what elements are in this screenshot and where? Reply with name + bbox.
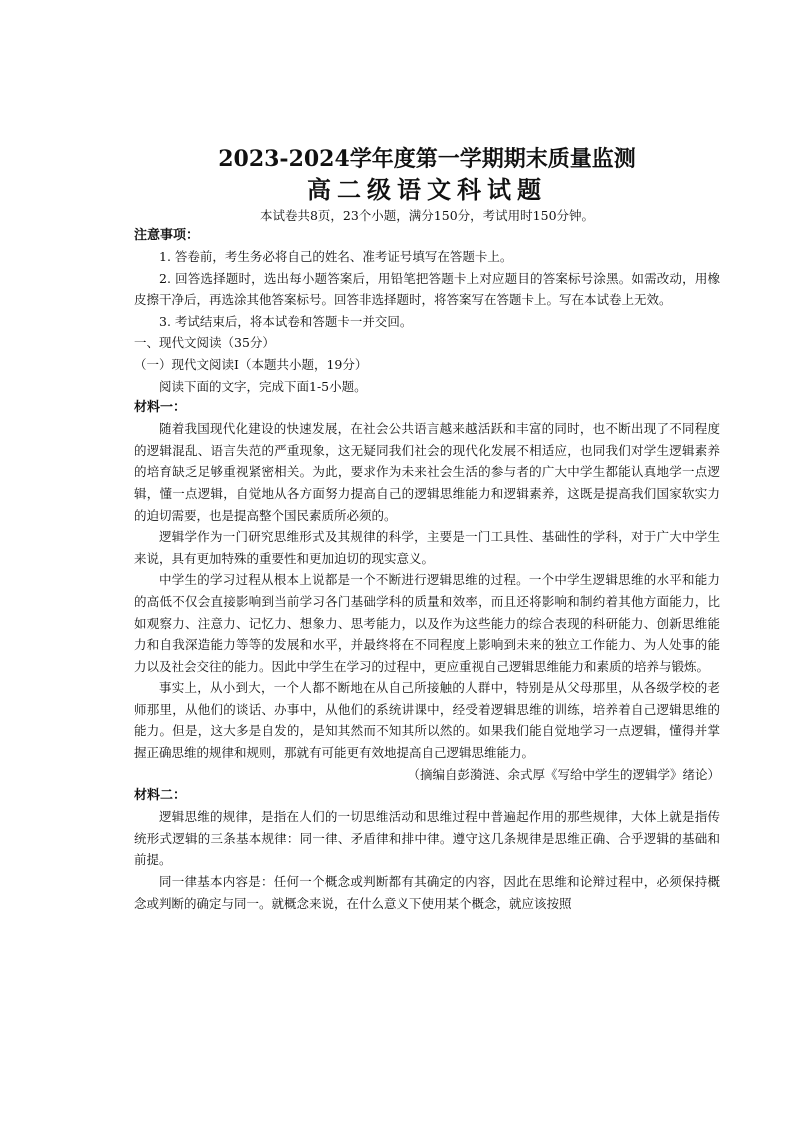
- notice-item: 3. 考试结束后，将本试卷和答题卡一并交回。: [159, 313, 413, 329]
- subsection-heading: （一）现代文阅读Ⅰ（本题共小题，19分）: [134, 356, 368, 372]
- notice-label: 注意事项：: [134, 228, 200, 243]
- material-one-paragraph: 逻辑学作为一门研究思维形式及其规律的科学，主要是一门工具性、基础性的学科，对于广大中学生来说，具有更加特殊的重要性和更加迫切的现实意义。: [134, 529, 720, 566]
- material-one-paragraph: 事实上，从小到大，一个人都不断地在从自己所接触的人群中，特别是从父母那里，从各级学校的老师那里，从他们的谈话、办事中，从他们的系统讲课中，经受着逻辑思维的训练，培养着自己逻辑思维的能力。但是，这大多是自发的，是知其然而不知其所以然的。如果我们能自觉地学习一点逻辑，懂得并掌握正确思维的规律和规则，那就有可能更有效地提高自己逻辑思维能力。: [134, 680, 720, 761]
- material-one-source: （摘编自彭漪涟、余式厚《写给中学生的逻辑学》绪论）: [407, 766, 720, 782]
- notice-item: 2. 回答选择题时，选出每小题答案后，用铅笔把答题卡上对应题目的答案标号涂黑。如需改动，用橡皮擦干净后，再选涂其他答案标号。回答非选择题时，将答案写在答题卡上。写在本试卷上无效。: [134, 270, 720, 308]
- notice-item: 1. 答卷前，考生务必将自己的姓名、准考证号填写在答题卡上。: [159, 249, 513, 264]
- material-one-label: 材料一：: [134, 400, 187, 416]
- exam-subtitle: 高二级语文科试题: [307, 175, 547, 204]
- material-one-paragraph: 随着我国现代化建设的快速发展，在社会公共语言越来越活跃和丰富的同时，也不断出现了不同程度的逻辑混乱、语言失范的严重现象，这无疑同我们社会的现代化发展不相适应，也同我们对学生逻辑素养的培育缺乏足够重视紧密相关。为此，要求作为未来社会生活的参与者的广大中学生都能认真地学一点逻辑，懂一点逻辑，自觉地从各方面努力提高自己的逻辑思维能力和逻辑素养，这既是提高我们国家软实力的迫切需要，也是提高整个国民素质所必须的。: [134, 421, 720, 523]
- material-one-paragraph: 中学生的学习过程从根本上说都是一个不断进行逻辑思维的过程。一个中学生逻辑思维的水平和能力的高低不仅会直接影响到当前学习各门基础学科的质量和效率，而且还将影响和制约着其他方面能力，比如观察力、注意力、记忆力、想象力、思考能力，以及作为这些能力的综合表现的科研能力、创新思维能力和自我深造能力等等的发展和水平，并最终将在不同程度上影响到未来的独立工作能力、为人处事的能力以及社会交往的能力。因此中学生在学习的过程中，更应重视自己逻辑思维能力和素质的培养与锻炼。: [134, 572, 720, 674]
- reading-instruction: 阅读下面的文字，完成下面1-5小题。: [159, 378, 367, 394]
- section-heading: 一、现代文阅读（35分）: [134, 335, 275, 351]
- material-two-paragraph: 同一律基本内容是：任何一个概念或判断都有其确定的内容，因此在思维和论辩过程中，必须保持概念或判断的确定与同一。就概念来说，在什么意义下使用某个概念，就应该按照: [134, 874, 720, 911]
- exam-intro: 本试卷共8页，23个小题，满分150分，考试用时150分钟。: [259, 208, 595, 223]
- material-two-paragraph: 逻辑思维的规律，是指在人们的一切思维活动和思维过程中普遍起作用的那些规律，大体上就是指传统形式逻辑的三条基本规律：同一律、矛盾律和排中律。遵守这几条规律是思维正确、合乎逻辑的基础和前提。: [134, 809, 720, 868]
- exam-page: [134, 144, 720, 914]
- exam-title: 2023-2024学年度第一学期期末质量监测: [218, 146, 636, 172]
- material-two-label: 材料二：: [134, 788, 187, 804]
